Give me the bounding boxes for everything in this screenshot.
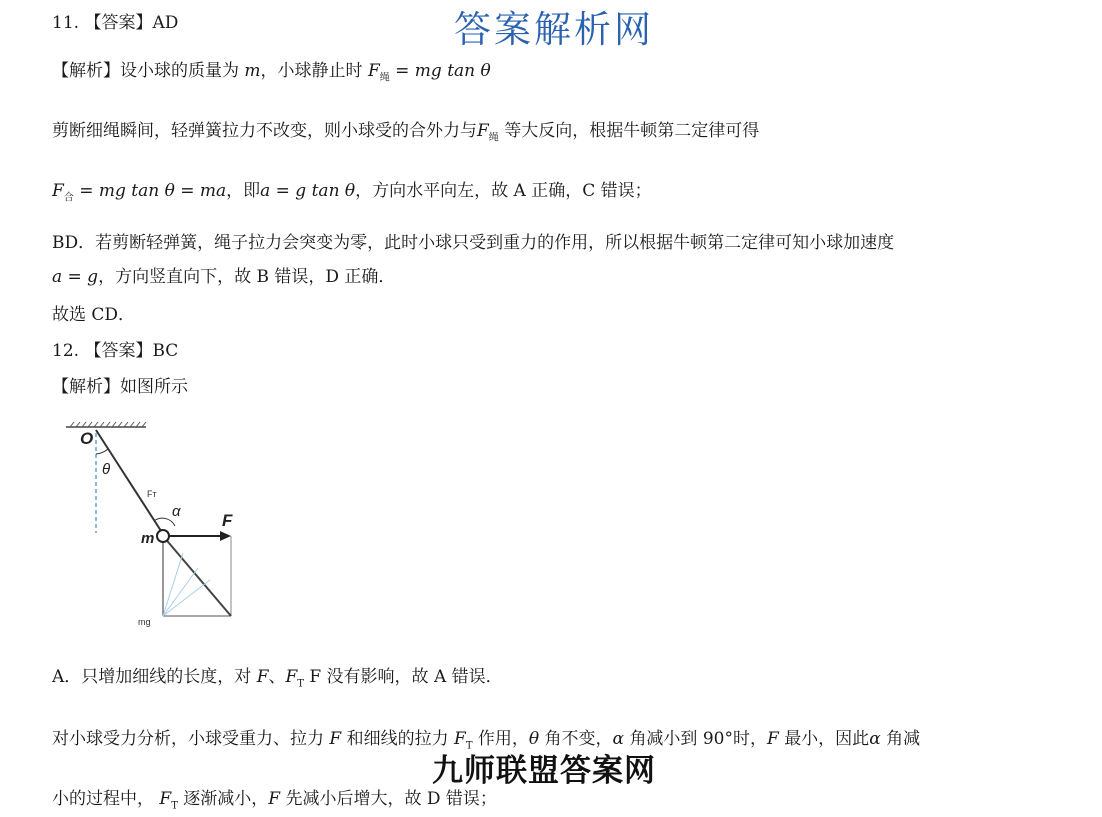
q11-bd-line1: BD．若剪断轻弹簧，绳子拉力会突变为零，此时小球只受到重力的作用，所以根据牛顿第二定律可知小球加速度 [52, 233, 895, 253]
q11-conclusion: 故选 CD． [52, 305, 136, 325]
math-F: F [268, 789, 281, 809]
math-alpha: α [869, 729, 881, 749]
label-m: m [141, 530, 155, 547]
label-O: O [80, 429, 94, 448]
text: 等大反向，根据牛顿第二定律可得 [504, 121, 760, 141]
text: ，方向水平向左，故 A 正确，C 错误； [355, 181, 652, 201]
text: 【解析】设小球的质量为 [52, 61, 239, 81]
text: 角减小到 90°时， [629, 729, 767, 749]
sub-T: T [297, 678, 304, 690]
text: ，方向竖直向下，故 B 错误，D 正确． [98, 267, 396, 287]
math-alpha: α [612, 729, 625, 749]
text: 角减 [886, 729, 921, 749]
text: 作用， [477, 729, 529, 749]
text: 最小，因此 [784, 729, 870, 749]
q11-analysis-line1 [52, 60, 491, 89]
string-line [96, 430, 163, 534]
q12-header: 12. 【答案】BC [52, 341, 179, 361]
arrow-head [220, 531, 231, 541]
math-F: F [329, 729, 342, 749]
text: 角不变， [544, 729, 613, 749]
sub-T: T [171, 800, 178, 812]
text: ，即 [226, 181, 261, 201]
math-F: F [367, 61, 380, 81]
theta-arc [96, 449, 108, 454]
text: ，小球静止时 [260, 61, 363, 81]
text: 小的过程中， [52, 789, 154, 809]
equation: a = g [52, 267, 99, 287]
math-F: F [52, 181, 64, 201]
sub-rope: 绳 [379, 72, 390, 84]
sub-he: 合 [63, 192, 74, 204]
q11-header: 11. 【答案】AD [52, 13, 179, 33]
text: 和细线的拉力 [346, 729, 449, 749]
label-F: F [222, 511, 233, 530]
text: A．只增加细线的长度，对 [52, 667, 252, 687]
watermark-bottom: 九师联盟答案网 [432, 753, 656, 789]
q12-analysis-line3 [52, 788, 497, 817]
math-FT: F [285, 667, 298, 687]
q12-analysis: 【解析】如图所示 [52, 377, 188, 397]
text: 剪断细绳瞬间，轻弹簧拉力不改变，则小球受的合外力与 [52, 121, 477, 141]
pendulum-force-diagram [58, 418, 258, 633]
watermark-top: 答案解析网 [454, 8, 654, 51]
math-F: F [256, 667, 269, 687]
ball-m [157, 530, 169, 542]
sub-T: T [465, 740, 473, 752]
text: 、 [268, 667, 286, 687]
equation: = mg tan θ = ma [79, 181, 227, 201]
math-m: m [244, 61, 261, 81]
math-theta: θ [528, 729, 540, 749]
math-FT: F [454, 729, 466, 749]
text: 先减小后增大，故 D 错误； [285, 789, 497, 809]
label-alpha: α [172, 503, 181, 520]
equation: a = g tan θ [260, 181, 356, 201]
sub-rope: 绳 [488, 132, 499, 144]
label-FT: Fᴛ [147, 489, 157, 499]
q11-bd-line2 [52, 266, 395, 288]
resultant-line [163, 536, 231, 616]
text: F 没有影响，故 A 错误． [309, 667, 503, 687]
math-F: F [766, 729, 779, 749]
math-F: F [477, 121, 489, 141]
label-mg: mg [138, 617, 151, 627]
label-theta: θ [102, 461, 111, 478]
equation: = mg tan θ [395, 61, 491, 81]
q12-option-a [52, 666, 503, 695]
q11-analysis-line3 [52, 180, 652, 209]
text: 逐渐减小， [183, 789, 269, 809]
q11-analysis-line2 [52, 120, 759, 149]
text: 对小球受力分析，小球受重力、拉力 [52, 729, 324, 749]
math-FT: F [159, 789, 172, 809]
